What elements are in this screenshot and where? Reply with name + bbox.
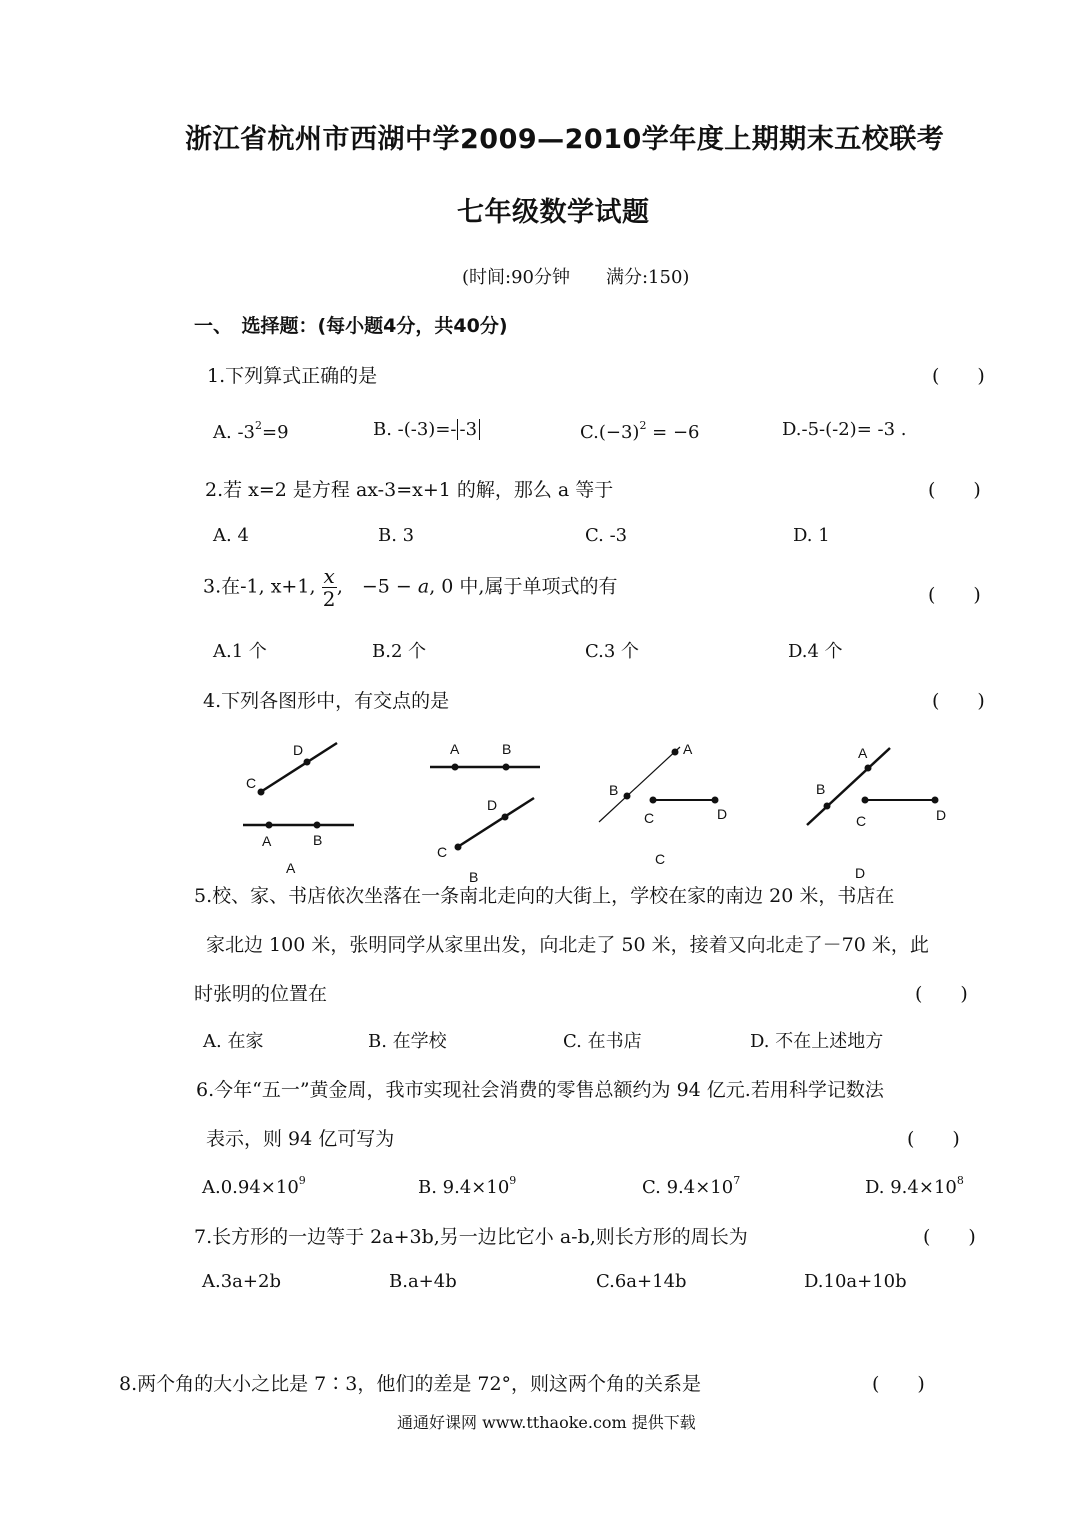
svg-text:B: B xyxy=(816,781,826,797)
question-8-stem: 8.两个角的大小之比是 7∶3，他们的差是 72°，则这两个角的关系是 xyxy=(119,1373,702,1395)
exam-info: (时间:90分钟 满分:150) xyxy=(462,267,690,288)
question-4-stem: 4.下列各图形中，有交点的是 xyxy=(203,690,450,712)
q1-option-a: A. $-3^2=9$ xyxy=(213,419,289,443)
question-5-line1: 5.校、家、书店依次坐落在一条南北走向的大街上，学校在家的南边 20 米，书店在 xyxy=(194,885,895,907)
q3-option-c: C.3 个 xyxy=(585,641,640,662)
answer-blank-7: ( ) xyxy=(923,1226,976,1248)
svg-text:D: D xyxy=(717,806,728,822)
svg-text:C: C xyxy=(246,775,257,791)
q2-option-d: D. 1 xyxy=(793,525,830,546)
svg-text:A: A xyxy=(286,860,296,876)
q2-option-b: B. 3 xyxy=(378,525,415,546)
exam-subtitle: 七年级数学试题 xyxy=(457,197,650,228)
svg-text:C: C xyxy=(856,813,867,829)
q5-option-a: A. 在家 xyxy=(203,1031,264,1052)
question-5-line2: 家北边 100 米，张明同学从家里出发，向北走了 50 米，接着又向北走了－70 米，此 xyxy=(206,934,929,956)
figure-b xyxy=(430,741,540,885)
exam-title: 浙江省杭州市西湖中学2009—2010学年度上期期末五校联考 xyxy=(185,124,945,155)
q2-option-a: A. 4 xyxy=(213,525,249,546)
answer-blank-3: ( ) xyxy=(928,584,981,606)
svg-text:C: C xyxy=(644,810,655,826)
svg-text:B: B xyxy=(313,832,323,848)
svg-text:C: C xyxy=(437,844,448,860)
svg-text:D: D xyxy=(293,742,304,758)
svg-text:A: A xyxy=(262,833,272,849)
svg-text:C: C xyxy=(655,851,666,867)
q6-option-d: D. $9.4\times 10^8$ xyxy=(865,1174,964,1198)
q5-option-b: B. 在学校 xyxy=(368,1031,447,1052)
svg-text:A: A xyxy=(450,741,460,757)
q7-option-b: B.a+4b xyxy=(389,1271,457,1292)
q3-option-a: A.1 个 xyxy=(213,641,267,662)
figure-d xyxy=(807,745,946,881)
q1-option-c: $C.(-3)^2 = -6$ xyxy=(580,419,700,443)
q7-option-c: C.6a+14b xyxy=(596,1271,687,1292)
answer-blank-5: ( ) xyxy=(915,983,968,1005)
q5-option-d: D. 不在上述地方 xyxy=(750,1031,884,1052)
answer-blank-1: ( ) xyxy=(932,365,985,387)
q7-option-a: A.3a+2b xyxy=(202,1271,281,1292)
answer-blank-8: ( ) xyxy=(872,1373,925,1395)
question-6-line2: 表示，则 94 亿可写为 xyxy=(206,1128,395,1150)
svg-text:A: A xyxy=(858,745,868,761)
q6-option-a: $A.0.94\times 10^9$ xyxy=(202,1174,306,1198)
section-heading: 一、 选择题：(每小题4分，共40分) xyxy=(194,315,508,337)
svg-text:A: A xyxy=(683,741,693,757)
figure-c xyxy=(599,741,727,867)
svg-text:D: D xyxy=(855,865,866,881)
svg-text:B: B xyxy=(609,782,619,798)
q3-option-b: B.2 个 xyxy=(372,641,427,662)
svg-text:B: B xyxy=(469,869,479,885)
q3-option-d: D.4 个 xyxy=(788,641,843,662)
question-6-line1: 6.今年“五一”黄金周，我市实现社会消费的零售总额约为 94 亿元.若用科学记数法 xyxy=(196,1079,884,1101)
answer-blank-6: ( ) xyxy=(907,1128,960,1150)
q6-option-c: C. $9.4\times 10^7$ xyxy=(642,1174,741,1198)
question-7-stem: 7.长方形的一边等于 2a+3b,另一边比它小 a-b,则长方形的周长为 xyxy=(194,1226,748,1248)
answer-blank-2: ( ) xyxy=(928,479,981,501)
q1-option-b: B. -(-3)=- -3 xyxy=(373,419,480,440)
question-1-stem: 1.下列算式正确的是 xyxy=(207,365,378,387)
page-footer: 通通好课网 www.tthaoke.com 提供下载 xyxy=(397,1413,696,1432)
question-2-stem: 2.若 x=2 是方程 ax-3=x+1 的解，那么 a 等于 xyxy=(205,479,614,501)
question-5-line3: 时张明的位置在 xyxy=(194,983,328,1005)
q4-figures xyxy=(0,730,1087,890)
q6-option-b: B. $9.4\times 10^9$ xyxy=(418,1174,517,1198)
answer-blank-4: ( ) xyxy=(932,690,985,712)
fraction-x-over-2: $\frac{x}{2}$ xyxy=(322,564,336,611)
q1-option-d: D.-5-(-2)= -3 . xyxy=(782,419,907,440)
question-3-stem: 3.在-1, x+1, $\frac{x}{2}$ , −5 − a, 0 中,属于单项式的有 xyxy=(203,564,618,611)
svg-text:D: D xyxy=(936,807,947,823)
svg-text:B: B xyxy=(502,741,512,757)
q2-option-c: C. -3 xyxy=(585,525,628,546)
q5-option-c: C. 在书店 xyxy=(563,1031,642,1052)
q7-option-d: D.10a+10b xyxy=(804,1271,907,1292)
figure-a xyxy=(243,742,354,876)
svg-text:D: D xyxy=(487,797,498,813)
